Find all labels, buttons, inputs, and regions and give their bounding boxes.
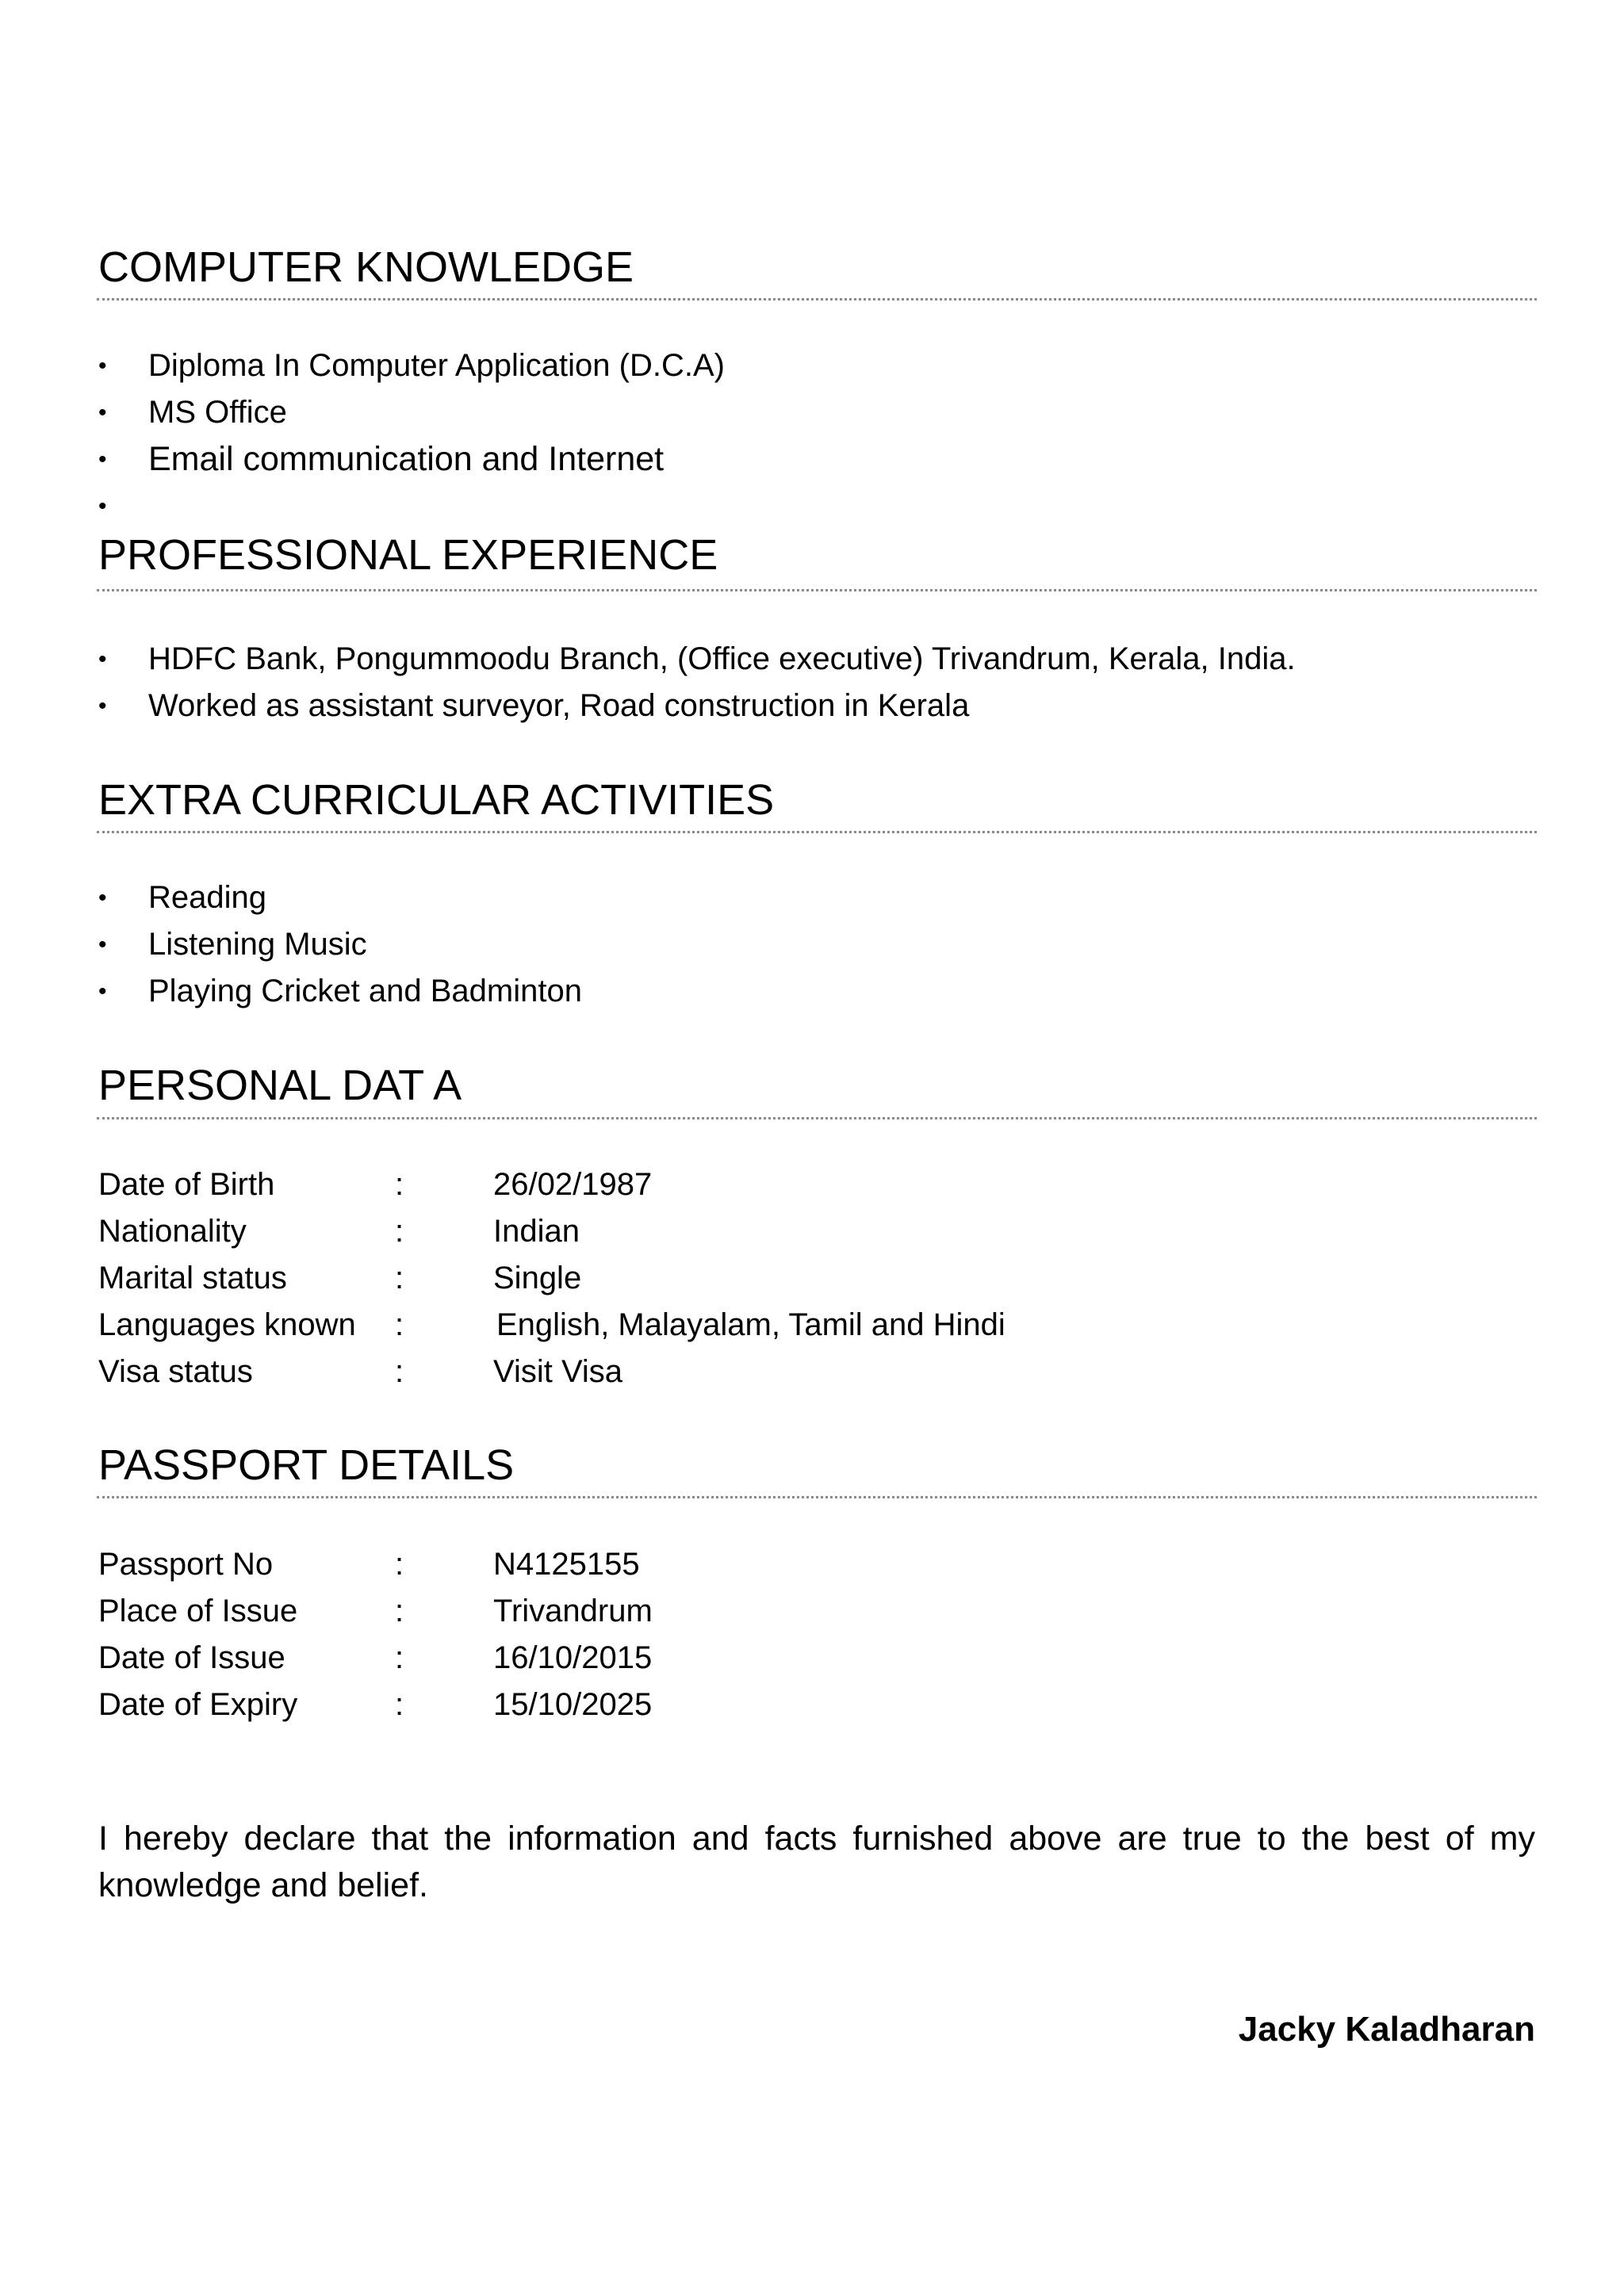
list-item-text: Playing Cricket and Badminton	[148, 974, 582, 1008]
table-row	[98, 1349, 1288, 1395]
field-label: Marital status	[98, 1261, 287, 1295]
section-divider	[97, 589, 1537, 591]
personal-data-heading: PERSONAL DAT A	[98, 1062, 462, 1109]
computer-knowledge-heading: COMPUTER KNOWLEDGE	[98, 243, 634, 291]
list-item	[98, 636, 1296, 683]
field-value: English, Malayalam, Tamil and Hindi	[496, 1307, 1005, 1342]
field-separator: :	[395, 1687, 404, 1722]
professional-experience-heading: PROFESSIONAL EXPERIENCE	[98, 531, 718, 579]
table-row	[98, 1302, 1288, 1349]
field-separator: :	[395, 1261, 404, 1295]
field-separator: :	[395, 1214, 404, 1249]
field-label: Date of Birth	[98, 1167, 275, 1202]
field-label: Date of Expiry	[98, 1687, 298, 1722]
bullet-icon: •	[98, 693, 107, 719]
list-item-text: MS Office	[148, 395, 287, 430]
field-value: Trivandrum	[493, 1594, 653, 1628]
list-item	[98, 874, 582, 921]
field-value: 26/02/1987	[493, 1167, 653, 1202]
bullet-icon: •	[98, 400, 107, 426]
list-item-text: HDFC Bank, Pongummoodu Branch, (Office executive) Trivandrum, Kerala, India.	[148, 641, 1296, 676]
field-value: Single	[493, 1261, 582, 1295]
table-row	[98, 1541, 1288, 1588]
bullet-icon: •	[98, 493, 107, 519]
table-row	[98, 1588, 1288, 1635]
bullet-icon: •	[98, 646, 107, 672]
field-value: Visit Visa	[493, 1354, 623, 1389]
list-item-text: Reading	[148, 880, 267, 915]
field-label: Passport No	[98, 1547, 274, 1582]
list-item	[98, 921, 582, 968]
list-item-text: Listening Music	[148, 927, 367, 962]
field-label: Nationality	[98, 1214, 247, 1249]
field-separator: :	[395, 1307, 404, 1342]
personal-data-table	[98, 1161, 1288, 1395]
field-value: 16/10/2015	[493, 1640, 653, 1675]
bullet-icon: •	[98, 353, 107, 379]
passport-details-table	[98, 1541, 1288, 1728]
field-separator: :	[395, 1547, 404, 1582]
list-item	[98, 436, 725, 483]
field-label: Place of Issue	[98, 1594, 298, 1628]
section-divider	[97, 298, 1537, 300]
bullet-icon: •	[98, 932, 107, 958]
bullet-icon: •	[98, 446, 107, 473]
bullet-icon: •	[98, 885, 107, 911]
passport-details-heading: PASSPORT DETAILS	[98, 1441, 515, 1489]
list-item	[98, 683, 1296, 729]
section-divider	[97, 831, 1537, 833]
field-value: 15/10/2025	[493, 1687, 653, 1722]
table-row	[98, 1682, 1288, 1728]
field-separator: :	[395, 1594, 404, 1628]
extra-curricular-heading: EXTRA CURRICULAR ACTIVITIES	[98, 776, 775, 824]
list-item	[98, 342, 725, 389]
list-item	[98, 483, 725, 530]
table-row	[98, 1255, 1288, 1302]
computer-knowledge-list	[98, 342, 725, 530]
professional-experience-list	[98, 636, 1296, 729]
declaration-text: I hereby declare that the information and facts furnished above are true to the best of my knowledge and belief.	[98, 1820, 1535, 1904]
field-label: Visa status	[98, 1354, 253, 1389]
extra-curricular-list	[98, 874, 582, 1015]
field-value: N4125155	[493, 1547, 640, 1582]
table-row	[98, 1635, 1288, 1682]
field-value: Indian	[493, 1214, 580, 1249]
field-separator: :	[395, 1354, 404, 1389]
list-item-text: Diploma In Computer Application (D.C.A)	[148, 348, 725, 383]
list-item-text: Email communication and Internet	[148, 440, 665, 478]
section-divider	[97, 1496, 1537, 1498]
table-row	[98, 1208, 1288, 1255]
field-label: Date of Issue	[98, 1640, 285, 1675]
field-separator: :	[395, 1167, 404, 1202]
field-separator: :	[395, 1640, 404, 1675]
list-item	[98, 389, 725, 436]
list-item	[98, 968, 582, 1015]
bullet-icon: •	[98, 978, 107, 1004]
table-row	[98, 1161, 1288, 1208]
field-label: Languages known	[98, 1307, 356, 1342]
section-divider	[97, 1117, 1537, 1119]
list-item-text: Worked as assistant surveyor, Road construction in Kerala	[148, 688, 970, 723]
signature-name: Jacky Kaladharan	[1238, 2010, 1535, 2049]
